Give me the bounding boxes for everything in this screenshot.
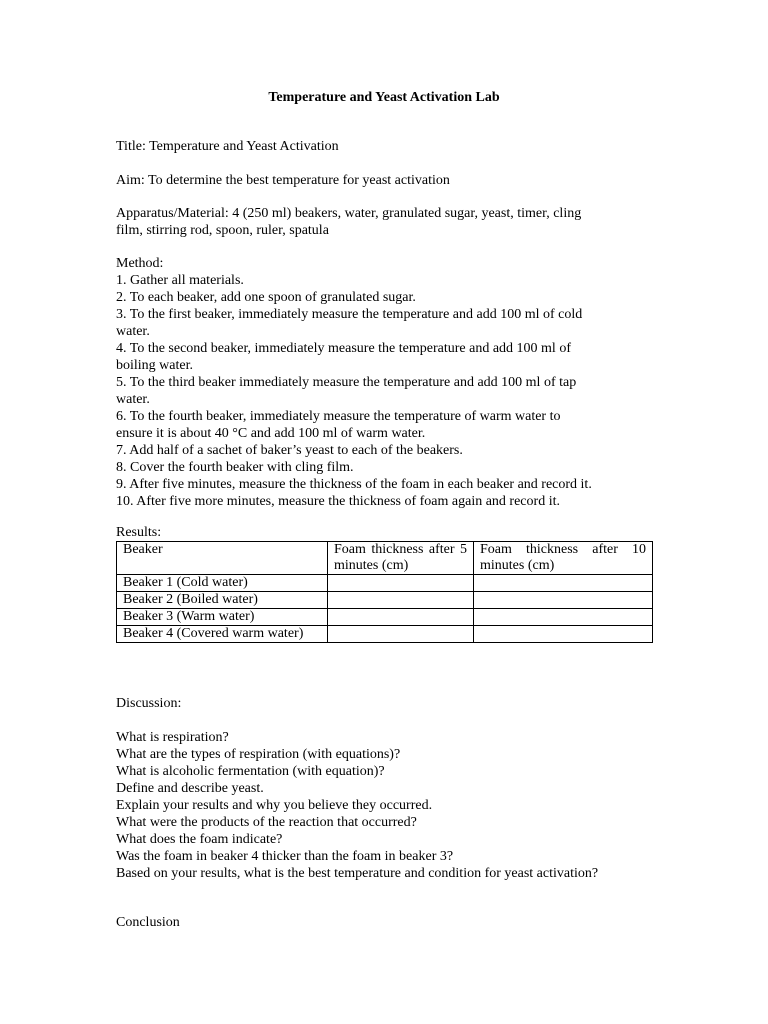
- results-label: Results:: [116, 525, 162, 540]
- method-step-line: 2. To each beaker, add one spoon of granulated sugar.: [116, 290, 416, 305]
- table-cell: [328, 575, 474, 592]
- table-row: [117, 626, 653, 643]
- table-header-cell: Beaker: [117, 542, 328, 575]
- table-cell: [474, 592, 653, 609]
- discussion-question: Define and describe yeast.: [116, 781, 264, 796]
- results-table: [116, 541, 653, 643]
- method-step-line: 4. To the second beaker, immediately measure the temperature and add 100 ml of: [116, 341, 571, 356]
- table-header-cell: Foam thickness after 5 minutes (cm): [328, 542, 474, 575]
- discussion-question: What is alcoholic fermentation (with equation)?: [116, 764, 385, 779]
- table-cell: Beaker 2 (Boiled water): [117, 592, 328, 609]
- document-heading: Temperature and Yeast Activation Lab: [268, 90, 500, 105]
- discussion-question: What are the types of respiration (with equations)?: [116, 747, 401, 762]
- apparatus-line: film, stirring rod, spoon, ruler, spatula: [116, 223, 329, 238]
- discussion-question: What does the foam indicate?: [116, 832, 283, 847]
- discussion-question: Explain your results and why you believe they occurred.: [116, 798, 433, 813]
- discussion-questions: [116, 729, 652, 882]
- method-step-line: boiling water.: [116, 358, 193, 373]
- method-step-line: water.: [116, 324, 150, 339]
- discussion-question: Based on your results, what is the best temperature and condition for yeast activation?: [116, 866, 599, 881]
- method-step-line: 8. Cover the fourth beaker with cling film.: [116, 460, 354, 475]
- method-step-line: 3. To the first beaker, immediately measure the temperature and add 100 ml of cold: [116, 307, 583, 322]
- table-header-row: [117, 542, 653, 575]
- table-cell: [328, 592, 474, 609]
- table-cell: [474, 626, 653, 643]
- table-cell: [328, 626, 474, 643]
- table-row: [117, 592, 653, 609]
- conclusion-label: Conclusion: [116, 915, 180, 930]
- table-header-cell: Foam thickness after 10 minutes (cm): [474, 542, 653, 575]
- method-step-line: water.: [116, 392, 150, 407]
- method-step-line: 5. To the third beaker immediately measure the temperature and add 100 ml of tap: [116, 375, 577, 390]
- table-cell: Beaker 3 (Warm water): [117, 609, 328, 626]
- method-step-line: 6. To the fourth beaker, immediately measure the temperature of warm water to: [116, 409, 561, 424]
- table-row: [117, 609, 653, 626]
- method-step-line: ensure it is about 40 °C and add 100 ml of warm water.: [116, 426, 426, 441]
- apparatus-section: [116, 205, 652, 239]
- aim-line: Aim: To determine the best temperature for yeast activation: [116, 173, 450, 188]
- discussion-question: What is respiration?: [116, 730, 229, 745]
- method-step-line: 9. After five minutes, measure the thickness of the foam in each beaker and record it.: [116, 477, 592, 492]
- table-cell: Beaker 1 (Cold water): [117, 575, 328, 592]
- method-step-line: 1. Gather all materials.: [116, 273, 244, 288]
- method-step-line: 10. After five more minutes, measure the thickness of foam again and record it.: [116, 494, 560, 509]
- method-label: Method:: [116, 256, 164, 271]
- table-cell: Beaker 4 (Covered warm water): [117, 626, 328, 643]
- table-row: [117, 575, 653, 592]
- method-step-line: 7. Add half of a sachet of baker’s yeast to each of the beakers.: [116, 443, 463, 458]
- table-cell: [474, 575, 653, 592]
- discussion-question: What were the products of the reaction that occurred?: [116, 815, 417, 830]
- discussion-label: Discussion:: [116, 696, 182, 711]
- discussion-question: Was the foam in beaker 4 thicker than the foam in beaker 3?: [116, 849, 454, 864]
- apparatus-line: Apparatus/Material: 4 (250 ml) beakers, water, granulated sugar, yeast, timer, cling: [116, 206, 582, 221]
- title-line: Title: Temperature and Yeast Activation: [116, 139, 339, 154]
- table-cell: [474, 609, 653, 626]
- table-cell: [328, 609, 474, 626]
- method-section: [116, 255, 652, 510]
